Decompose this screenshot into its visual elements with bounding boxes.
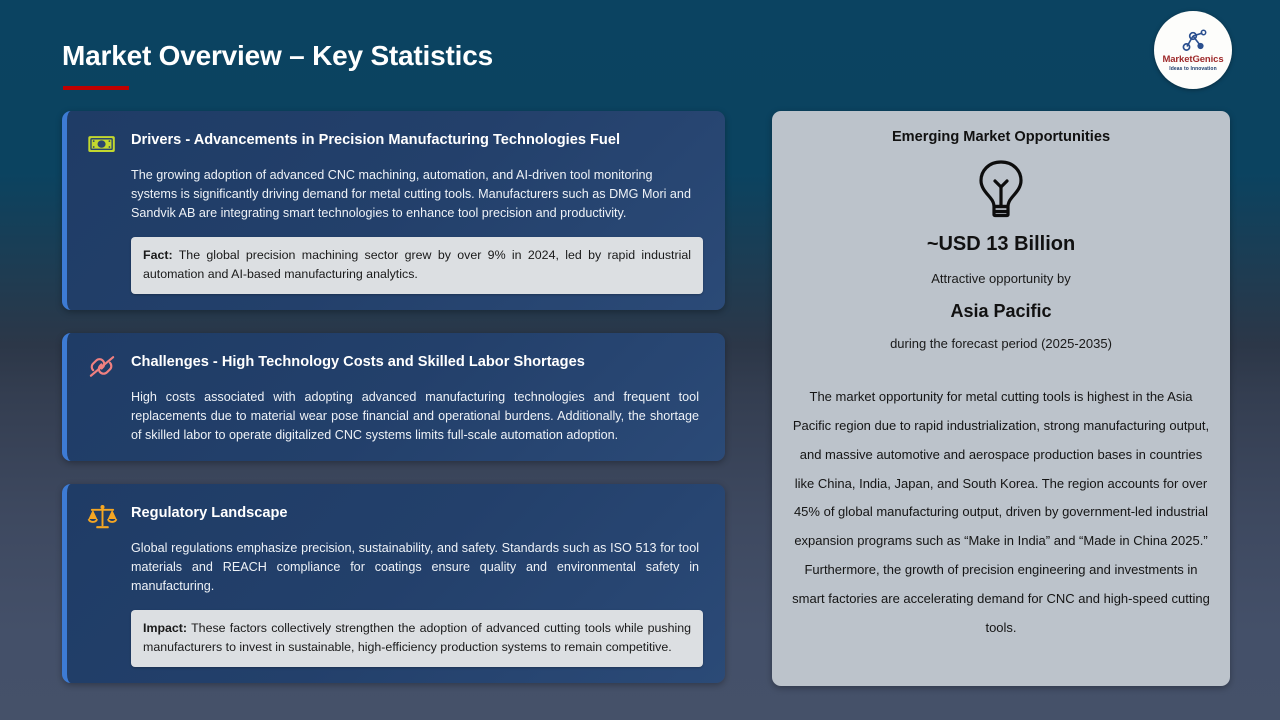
opportunity-subtitle: Attractive opportunity by	[931, 271, 1071, 286]
money-banknote-icon	[85, 129, 119, 159]
page-title: Market Overview – Key Statistics	[62, 40, 493, 71]
forecast-period: during the forecast period (2025-2035)	[890, 336, 1112, 351]
network-nodes-icon	[1178, 28, 1208, 54]
card-header	[85, 500, 705, 532]
panel-description: The market opportunity for metal cutting tools is highest in the Asia Pacific region due to rapid industrialization, strong manufacturing output, and massive automotive and aerospace production bases in countries like China, India, Japan, and South Korea. The region accounts for over 45% of global manufacturing output, driven by government-led industrial expansion programs such as “Make in India” and “Made in China 2025.” Furthermore, the growth of precision engineering and investments in smart factories are accelerating demand for CNC and high-speed cutting tools.	[792, 389, 1210, 635]
emerging-opportunities-panel	[772, 111, 1230, 686]
insight-card-challenges	[62, 333, 725, 461]
insight-card-drivers	[62, 111, 725, 310]
balance-scales-icon	[85, 502, 119, 532]
callout-text: These factors collectively strengthen the adoption of advanced cutting tools while pushing manufacturers to invest in sustainable, high-efficiency production systems to remain competitive.	[143, 621, 692, 655]
callout-label: Impact:	[143, 621, 188, 636]
card-body-text: The growing adoption of advanced CNC machining, automation, and AI-driven tool monitoring systems is significantly driving demand for metal cutting tools. Manufacturers such as DMG Mori and Sandvik AB are integrating smart technologies to enhance tool precision and productivity.	[131, 168, 691, 221]
card-header	[85, 127, 705, 159]
insight-card-list	[62, 111, 725, 683]
insight-card-regulatory	[62, 484, 725, 683]
opportunity-region: Asia Pacific	[950, 301, 1052, 321]
logo-tagline: Ideas to Innovation	[1169, 66, 1217, 73]
card-body-text: High costs associated with adopting advanced manufacturing technologies and frequent tool replacements due to material wear pose financial and operational burdens. Additionally, the shortage of skilled labor to operate digitalized CNC systems limits full-scale automation adoption.	[131, 389, 699, 442]
card-title: Drivers - Advancements in Precision Manufacturing Technologies Fuel	[131, 132, 620, 148]
opportunity-value: ~USD 13 Billion	[926, 233, 1076, 255]
callout-label: Fact:	[143, 248, 173, 263]
card-fact-callout	[131, 237, 703, 293]
card-title: Regulatory Landscape	[131, 505, 288, 522]
callout-text: The global precision machining sector grew by over 9% in 2024, led by rapid industrial automation and AI-based manufacturing analytics.	[143, 248, 692, 282]
title-underline-rule	[63, 86, 129, 90]
panel-title: Emerging Market Opportunities	[891, 129, 1111, 145]
logo-name: MarketGenics	[1162, 53, 1224, 65]
brand-logo	[1154, 11, 1232, 89]
lightbulb-icon	[790, 159, 1212, 221]
card-body-text: Global regulations emphasize precision, sustainability, and safety. Standards such as ISO 513 for tool materials and REACH compliance for coatings ensure quality and environmental safety in manufacturing.	[131, 541, 699, 594]
card-impact-callout	[131, 610, 703, 666]
card-title: Challenges - High Technology Costs and Skilled Labor Shortages	[131, 353, 585, 370]
broken-link-icon	[85, 351, 119, 381]
card-header	[85, 349, 705, 381]
